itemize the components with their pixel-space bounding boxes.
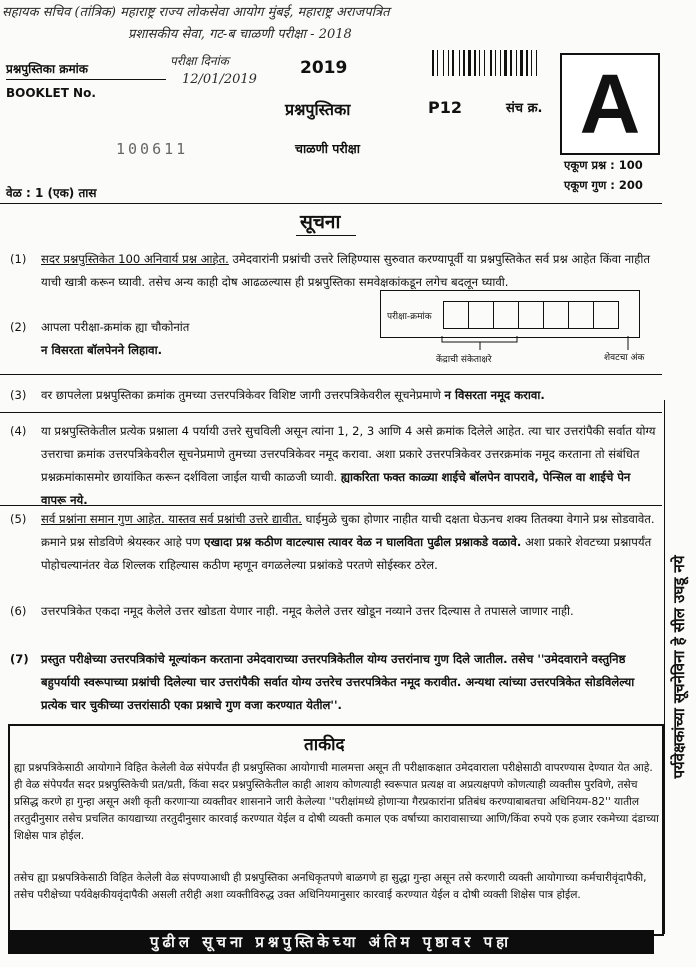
roll-cell-1[interactable] [444, 302, 469, 328]
roll-cell-3[interactable] [494, 302, 519, 328]
roll-number-cells [443, 301, 619, 329]
instruction-2 [10, 316, 370, 362]
booklet-title: प्रश्नपुस्तिका [285, 100, 351, 119]
instruction-3-number: (3) [10, 388, 27, 402]
total-questions: एकूण प्रश्न : 100 [564, 158, 643, 172]
divider-2 [0, 412, 662, 413]
instruction-6-body: उत्तरपत्रिकेत एकदा नमूद केलेले उत्तर खोडता येणार नाही. नमूद केलेले उत्तर खोडून नव्याने उत्तर दिल्यास ते तपासले जाणार नाही. [41, 604, 574, 618]
instruction-1-number: (1) [10, 252, 27, 266]
roll-number-label: परीक्षा-क्रमांक [387, 312, 432, 322]
divider-1 [0, 374, 662, 375]
set-label: संच क्र. [506, 101, 543, 116]
instruction-5 [10, 508, 658, 577]
set-letter-box [560, 53, 660, 155]
instruction-7-number: (7) [10, 652, 29, 666]
instruction-5-tail: अशा प्रकारे शेवटच्या प्रश्नापर्यंत पोहोचल्यानंतर वेळ शिल्लक राहिल्यास कठीण म्हणून वगळलेल्या प्रश्नांकडे परतणे सोईस्कर ठरेल. [41, 535, 652, 572]
booklet-number: 100611 [116, 140, 189, 158]
instructions-title-underline [296, 235, 356, 236]
instruction-4-emphasis: ह्याकरिता फक्त काळ्या शाईचे बॉलपेन वापरावे, पेन्सिल वा शाईचे पेन वापरू नये. [41, 470, 631, 507]
exam-time: वेळ : 1 (एक) तास [6, 186, 97, 200]
booklet-label-marathi: प्रश्नपुस्तिका क्रमांक [6, 62, 88, 76]
instruction-6 [10, 600, 658, 623]
instruction-4-body: या प्रश्नपुस्तिकेतील प्रत्येक प्रश्नाला 4 पर्यायी उत्तरे सुचविली असून त्यांना 1, 2, 3 आणि 4 असे क्रमांक दिलेले आहेत. त्या चार उत्तरांपैकी सर्वात योग्य उत्तराचा क्रमांक उत्तरपत्रिकेवरील सूचनेप्रमाणे तुमच्या उत्तरपत्रिकेवर नमूद करावा. अशा प्रकारे उत्तरपत्रिकेवर उत्तरक्रमांक नमूद करताना तो संबंधित प्रश्नक्रमांकासमोर छायांकित करून दर्शविला जाईल याची काळजी घ्यावी. [41, 424, 656, 484]
footer-banner [8, 930, 654, 954]
footer-banner-text: पुढील सूचना प्रश्नपुस्तिकेच्या अंतिम पृष्ठावर पहा [150, 933, 512, 951]
roll-cell-5[interactable] [544, 302, 569, 328]
handwritten-annotation-line3: परीक्षा दिनांक [170, 54, 229, 68]
instruction-7 [10, 648, 658, 717]
instruction-1-lead: सदर प्रश्नपुस्तिकेत 100 अनिवार्य प्रश्न आहेत. [41, 252, 229, 266]
set-letter: A [579, 57, 641, 151]
roll-cell-7[interactable] [594, 302, 619, 328]
instructions-title: सूचना [300, 211, 341, 233]
warning-paragraph-2: तसेच ह्या प्रश्नपत्रिकेसाठी विहित केलेली वेळ संपण्याआधी ही प्रश्नपुस्तिका अनधिकृतपणे बाळगणे हा सुद्धा गुन्हा असून तसे करणारी व्यक्ती आयोगाच्या कर्मचारीवृंदापैकी, तसेच परीक्षेच्या पर्यवेक्षकीयवृंदापैकी असली तरीही अशा व्यक्तीविरुद्ध उक्त अधिनियमानुसार कारवाई करण्यात येईल व दोषी व्यक्ती शिक्षेस पात्र होईल. [14, 872, 647, 901]
paper-code: P12 [428, 98, 462, 117]
roll-number-box [380, 290, 640, 338]
roll-box-pointers [380, 336, 640, 352]
header-divider [0, 203, 662, 204]
instruction-3 [10, 384, 658, 407]
instruction-2-line1: आपला परीक्षा-क्रमांक ह्या चौकोनांत [41, 320, 190, 334]
side-seal-banner [664, 400, 693, 934]
instruction-5-body: घाईमुळे चुका होणार नाहीत याची दक्षता घेऊनच शक्य तितक्या वेगाने प्रश्न सोडवावेत. क्रमाने प्रश्न सोडविणे श्रेयस्कर आहे पण [41, 512, 655, 549]
handwritten-annotation-line1: सहायक सचिव (तांत्रिक) महाराष्ट्र राज्य लोकसेवा आयोग मुंबई, महाराष्ट्र अराजपत्रित [2, 5, 390, 20]
instruction-2-number: (2) [10, 320, 27, 334]
divider-3 [0, 505, 662, 506]
center-code-label: केंद्राची संकेताक्षरे [436, 355, 492, 365]
barcode [432, 50, 544, 76]
instruction-7-body: प्रस्तुत परीक्षेच्या उत्तरपत्रिकांचे मूल्यांकन करताना उमेदवाराच्या उत्तरपत्रिकेतील योग्य उत्तरांनाच गुण दिले जातील. तसेच ''उमेदवाराने वस्तुनिष्ठ बहुपर्यायी स्वरूपाच्या प्रश्नांची दिलेल्या चार उत्तरांपैकी सर्वात योग्य उत्तरेच उत्तरपत्रिकेत नमूद करावीत. अन्यथा त्यांच्या उत्तरपत्रिकेत सोडविलेल्या प्रत्येक चार चुकीच्या उत्तरांसाठी एका प्रश्नाचे गुण वजा करण्यात येतील''. [41, 652, 635, 712]
instruction-3-emphasis: न विसरता नमूद करावा. [444, 388, 545, 402]
instruction-2-line2: न विसरता बॉलपेनने लिहावा. [41, 343, 162, 357]
warning-paragraph-1: ह्या प्रश्नपत्रिकेसाठी आयोगाने विहित केलेली वेळ संपेपर्यंत ही प्रश्नपुस्तिका आयोगाची मालमत्ता असून ती परीक्षाकक्षात उमेदवाराला परीक्षेसाठी वापरण्यास देण्यात येत आहे. ही वेळ संपेपर्यंत सदर प्रश्नपुस्तिकेची प्रत/प्रती, किंवा सदर प्रश्नपुस्तिकेतील काही आशय कोणत्याही स्वरूपात प्रत्यक्ष वा अप्रत्यक्षपणे कोणत्याही व्यक्तीस पुरविणे, तसेच प्रसिद्ध करणे हा गुन्हा असून अशी कृती करणाऱ्या व्यक्तीवर शासनाने जारी केलेल्या ''परीक्षांमध्ये होणाऱ्या गैरप्रकारांना प्रतिबंध करण्याबाबतचा अधिनियम-82'' यातील तरतुदीनुसार तसेच प्रचलित कायद्याच्या तरतुदीनुसार कारवाई करण्यात येईल व दोषी व्यक्ती कमाल एक वर्षाच्या कारावासाच्या आणि/किंवा रुपये एक हजार रकमेच्या दंडाच्या शिक्षेस पात्र होईल. [14, 762, 659, 842]
instruction-6-number: (6) [10, 604, 27, 618]
last-digit-label: शेवटचा अंक [604, 353, 645, 363]
instruction-1-body: उमेदवारांनी प्रश्नांची उत्तरे लिहिण्यास सुरुवात करण्यापूर्वी या प्रश्नपुस्तिकेत सर्व प्रश्न आहेत किंवा नाहीत याची खात्री करून घ्यावी. तसेच अन्य काही दोष आढळल्यास ही प्रश्नपुस्तिका समवेक्षकांकडून लगेच बदलून घ्यावी. [41, 252, 650, 289]
instruction-4-number: (4) [10, 424, 27, 438]
instruction-5-emphasis: एखादा प्रश्न कठीण वाटल्यास त्यावर वेळ न घालविता पुढील प्रश्नाकडे वळावे. [204, 535, 522, 549]
roll-cell-2[interactable] [469, 302, 494, 328]
handwritten-annotation-line2: प्रशासकीय सेवा, गट-ब चाळणी परीक्षा - 2018 [128, 27, 352, 42]
side-seal-text: पर्यवेक्षकांच्या सूचनेविना हे सील उघडू नये [670, 555, 688, 779]
instruction-4 [10, 420, 658, 512]
handwritten-exam-date: 12/01/2019 [182, 72, 257, 87]
roll-cell-4[interactable] [519, 302, 544, 328]
instruction-5-number: (5) [10, 512, 27, 526]
booklet-label-divider [6, 79, 166, 80]
booklet-label-english: BOOKLET No. [6, 86, 96, 100]
instruction-5-lead: सर्व प्रश्नांना समान गुण आहेत. यास्तव सर्व प्रश्नांची उत्तरे द्यावीत. [41, 512, 302, 526]
warning-title: ताकीद [304, 735, 345, 755]
total-marks: एकूण गुण : 200 [564, 178, 643, 192]
exam-year: 2019 [300, 58, 348, 78]
roll-cell-6[interactable] [569, 302, 594, 328]
exam-type: चाळणी परीक्षा [295, 141, 360, 156]
instruction-3-body: वर छापलेला प्रश्नपुस्तिका क्रमांक तुमच्या उत्तरपत्रिकेवर विशिष्ट जागी उत्तरपत्रिकेवरील सूचनेप्रमाणे [41, 388, 445, 402]
